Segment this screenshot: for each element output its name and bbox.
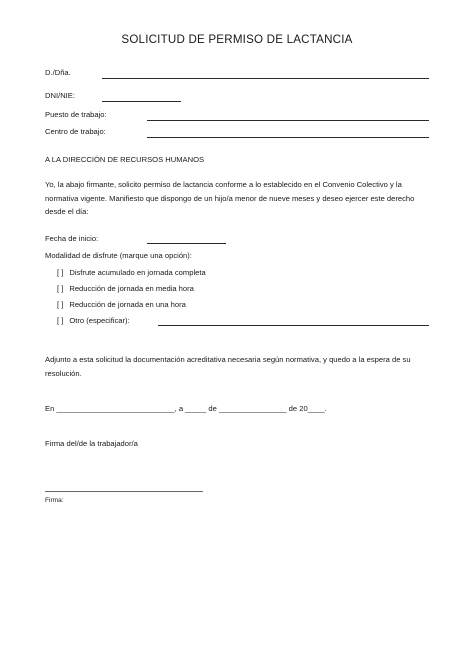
- other-specify-line[interactable]: [158, 325, 429, 326]
- signature-heading: Firma del/de la trabajador/a: [45, 439, 138, 448]
- addressee-heading: A LA DIRECCIÓN DE RECURSOS HUMANOS: [45, 155, 205, 164]
- option-half-hour[interactable]: [57, 284, 194, 294]
- option-full-day[interactable]: [57, 268, 206, 278]
- workplace-field-line[interactable]: [147, 137, 429, 138]
- option-full-day-label: Disfrute acumulado en jornada completa: [69, 268, 206, 277]
- option-other[interactable]: [57, 316, 130, 326]
- name-field-line[interactable]: [102, 78, 429, 79]
- checkbox-one-hour[interactable]: [ ]: [57, 300, 64, 309]
- checkbox-full-day[interactable]: [ ]: [57, 268, 64, 277]
- signature-line[interactable]: [45, 491, 203, 492]
- place-date-line[interactable]: En ____________________________, a _____ de ________________ de 20____.: [45, 404, 327, 413]
- option-other-label: Otro (especificar):: [69, 316, 130, 325]
- start-date-field-line[interactable]: [147, 243, 226, 244]
- checkbox-other[interactable]: [ ]: [57, 316, 64, 325]
- request-paragraph: Yo, la abajo firmante, solicito permiso de lactancia conforme a lo establecido en el Convenio Colectivo y la normativa vigente. Manifiesto que dispongo de un hijo/a menor de nueve meses y deseo ejercer este derecho desde el día:: [45, 180, 415, 216]
- dni-field-line[interactable]: [102, 101, 181, 102]
- option-one-hour-label: Reducción de jornada en una hora: [69, 300, 186, 309]
- workplace-label: Centro de trabajo:: [45, 127, 106, 136]
- dni-label: DNI/NIE:: [45, 91, 75, 100]
- attachment-paragraph: Adjunto a esta solicitud la documentación acreditativa necesaria según normativa, y quedo a la espera de su resolución.: [45, 355, 411, 378]
- name-label: D./Dña.: [45, 68, 71, 77]
- option-one-hour[interactable]: [57, 300, 186, 310]
- signature-label: Firma:: [45, 497, 64, 504]
- checkbox-half-hour[interactable]: [ ]: [57, 284, 64, 293]
- start-date-label: Fecha de inicio:: [45, 234, 99, 243]
- document-title: SOLICITUD DE PERMISO DE LACTANCIA: [121, 33, 353, 46]
- position-field-line[interactable]: [147, 120, 429, 121]
- position-label: Puesto de trabajo:: [45, 110, 107, 119]
- option-half-hour-label: Reducción de jornada en media hora: [69, 284, 194, 293]
- modality-label: Modalidad de disfrute (marque una opción):: [45, 251, 192, 260]
